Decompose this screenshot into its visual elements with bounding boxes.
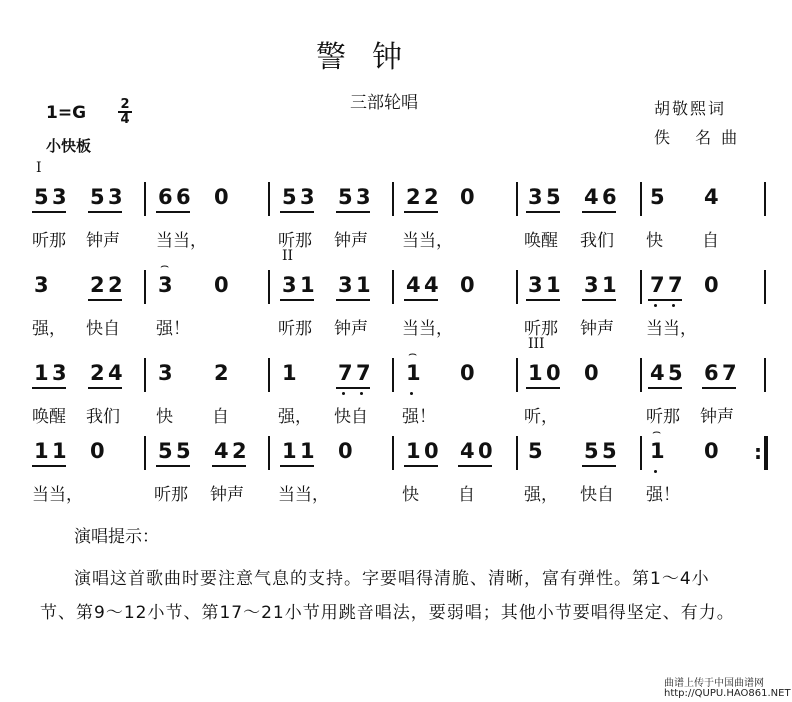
beam xyxy=(88,387,122,389)
lyric: 强， xyxy=(32,319,66,339)
note: 3 xyxy=(158,361,173,385)
part-marker-3: III xyxy=(528,336,545,352)
lyric: 听那 xyxy=(646,407,680,427)
note: 4 xyxy=(406,273,421,297)
lyric: 听， xyxy=(524,407,558,427)
lyric: 快 xyxy=(402,485,419,505)
note: 2 xyxy=(90,361,105,385)
note: 7 xyxy=(668,273,683,297)
note: 1 xyxy=(406,361,421,385)
watermark-url: http://QUPU.HAO861.NET xyxy=(664,688,791,699)
beam xyxy=(526,387,560,389)
beam xyxy=(88,299,122,301)
note: 1 xyxy=(650,439,665,463)
note: 5 xyxy=(650,185,665,209)
beam xyxy=(156,211,190,213)
barline xyxy=(144,270,146,304)
note: 6 xyxy=(704,361,719,385)
beam xyxy=(280,299,314,301)
note: 3 xyxy=(528,273,543,297)
note: 5 xyxy=(338,185,353,209)
note: 4 xyxy=(108,361,123,385)
barline xyxy=(516,436,518,470)
lyric: 快自 xyxy=(334,407,368,427)
repeat-sign: : xyxy=(754,440,762,464)
lyricist-credit: 胡敬熙词 xyxy=(654,99,727,118)
beam xyxy=(702,387,736,389)
lyric: 当当， xyxy=(646,319,697,339)
note: 1 xyxy=(300,273,315,297)
lyric: 钟声 xyxy=(334,231,368,251)
beam xyxy=(404,465,438,467)
beam xyxy=(336,211,370,213)
note: 7 xyxy=(650,273,665,297)
note: 0 xyxy=(214,185,229,209)
note: 0 xyxy=(214,273,229,297)
song-title: 警钟 xyxy=(316,40,428,75)
lyric: 听那 xyxy=(32,231,66,251)
note: 0 xyxy=(338,439,353,463)
lyric: 唤醒 xyxy=(32,407,66,427)
note: 0 xyxy=(704,439,719,463)
hint-paragraph: 演唱这首歌曲时要注意气息的支持。字要唱得清脆、清晰，富有弹性。第1～4小节、第9～12小节、第17～21小节用跳音唱法，要弱唱；其他小节要唱得坚定、有力。 xyxy=(40,569,735,623)
note: 4 xyxy=(650,361,665,385)
beam xyxy=(156,465,190,467)
part-marker-1: I xyxy=(36,160,42,176)
note: 3 xyxy=(108,185,123,209)
barline xyxy=(268,436,270,470)
note: 3 xyxy=(282,273,297,297)
note: 3 xyxy=(52,361,67,385)
barline xyxy=(640,436,642,470)
barline xyxy=(392,270,394,304)
beam xyxy=(526,211,560,213)
lyric: 快 xyxy=(156,407,173,427)
note: 5 xyxy=(158,439,173,463)
note: 1 xyxy=(528,361,543,385)
lyric: 自 xyxy=(458,485,475,505)
barline xyxy=(268,358,270,392)
note: 3 xyxy=(34,273,49,297)
fermata-icon: ⌢ xyxy=(652,424,662,440)
octave-dot xyxy=(654,304,657,307)
note: 1 xyxy=(602,273,617,297)
barline xyxy=(268,270,270,304)
note: 1 xyxy=(546,273,561,297)
beam xyxy=(648,387,682,389)
lyric: 钟声 xyxy=(86,231,120,251)
beam xyxy=(280,211,314,213)
note: 1 xyxy=(52,439,67,463)
barline xyxy=(516,270,518,304)
note: 2 xyxy=(214,361,229,385)
time-sig-top: 2 xyxy=(118,98,132,113)
note: 2 xyxy=(90,273,105,297)
lyric: 强， xyxy=(524,485,558,505)
note: 2 xyxy=(108,273,123,297)
note: 0 xyxy=(460,185,475,209)
barline xyxy=(392,436,394,470)
lyric: 钟声 xyxy=(210,485,244,505)
lyric: 快自 xyxy=(580,485,614,505)
note: 5 xyxy=(34,185,49,209)
barline xyxy=(144,182,146,216)
note: 1 xyxy=(282,361,297,385)
lyric: 钟声 xyxy=(580,319,614,339)
lyric: 我们 xyxy=(580,231,614,251)
song-subtitle: 三部轮唱 xyxy=(350,93,418,113)
lyric: 当当， xyxy=(402,319,453,339)
octave-dot xyxy=(342,392,345,395)
note: 3 xyxy=(356,185,371,209)
note: 6 xyxy=(602,185,617,209)
note: 0 xyxy=(460,273,475,297)
beam xyxy=(280,465,314,467)
note: 2 xyxy=(424,185,439,209)
barline xyxy=(144,358,146,392)
note: 5 xyxy=(90,185,105,209)
lyric: 自 xyxy=(212,407,229,427)
key-signature: 1=G xyxy=(46,103,87,123)
note: 4 xyxy=(214,439,229,463)
beam xyxy=(404,211,438,213)
lyric: 强， xyxy=(278,407,312,427)
barline xyxy=(764,358,766,392)
note: 0 xyxy=(584,361,599,385)
note: 3 xyxy=(338,273,353,297)
note: 5 xyxy=(528,439,543,463)
barline xyxy=(640,270,642,304)
note: 7 xyxy=(356,361,371,385)
lyric: 我们 xyxy=(86,407,120,427)
lyric: 听那 xyxy=(524,319,558,339)
hint-heading: 演唱提示： xyxy=(74,527,159,547)
note: 1 xyxy=(34,439,49,463)
note: 0 xyxy=(90,439,105,463)
note: 1 xyxy=(300,439,315,463)
lyric: 强！ xyxy=(156,319,190,339)
barline xyxy=(144,436,146,470)
time-sig-bottom: 4 xyxy=(120,112,130,127)
barline xyxy=(392,182,394,216)
note: 1 xyxy=(34,361,49,385)
lyric: 听那 xyxy=(154,485,188,505)
note: 5 xyxy=(176,439,191,463)
beam xyxy=(32,211,66,213)
note: 1 xyxy=(282,439,297,463)
barline xyxy=(764,436,768,470)
lyric: 钟声 xyxy=(700,407,734,427)
beam xyxy=(582,299,616,301)
note: 3 xyxy=(300,185,315,209)
beam xyxy=(336,299,370,301)
beam xyxy=(32,387,66,389)
note: 0 xyxy=(478,439,493,463)
score-row-4 xyxy=(32,424,768,526)
lyric: 听那 xyxy=(278,231,312,251)
lyric: 当当， xyxy=(156,231,207,251)
note: 7 xyxy=(338,361,353,385)
lyric: 当当， xyxy=(278,485,329,505)
note: 6 xyxy=(158,185,173,209)
lyric: 自 xyxy=(702,231,719,251)
beam xyxy=(88,211,122,213)
note: 0 xyxy=(704,273,719,297)
barline xyxy=(268,182,270,216)
barline xyxy=(392,358,394,392)
lyric: 快自 xyxy=(86,319,120,339)
barline xyxy=(764,270,766,304)
note: 3 xyxy=(158,273,173,297)
score-row-1 xyxy=(32,182,768,272)
barline xyxy=(640,358,642,392)
fermata-icon: ⌢ xyxy=(408,346,418,362)
note: 2 xyxy=(406,185,421,209)
score-row-2 xyxy=(32,258,768,360)
note: 3 xyxy=(528,185,543,209)
tempo-marking: 小快板 xyxy=(46,137,92,155)
octave-dot xyxy=(654,470,657,473)
beam xyxy=(336,387,370,389)
note: 5 xyxy=(602,439,617,463)
watermark-text: 曲谱上传于中国曲谱网 xyxy=(664,678,764,689)
lyric: 强！ xyxy=(646,485,680,505)
lyric: 听那 xyxy=(278,319,312,339)
note: 1 xyxy=(356,273,371,297)
beam xyxy=(526,299,560,301)
barline xyxy=(764,182,766,216)
beam xyxy=(648,299,682,301)
beam xyxy=(404,299,438,301)
note: 5 xyxy=(668,361,683,385)
lyric: 快 xyxy=(646,231,663,251)
beam xyxy=(212,465,246,467)
lyric: 钟声 xyxy=(334,319,368,339)
note: 4 xyxy=(704,185,719,209)
note: 4 xyxy=(584,185,599,209)
barline xyxy=(516,182,518,216)
note: 4 xyxy=(424,273,439,297)
lyric: 强！ xyxy=(402,407,436,427)
beam xyxy=(458,465,492,467)
note: 5 xyxy=(282,185,297,209)
note: 5 xyxy=(584,439,599,463)
note: 0 xyxy=(546,361,561,385)
lyric: 当当， xyxy=(402,231,453,251)
lyric: 唤醒 xyxy=(524,231,558,251)
time-signature xyxy=(118,98,132,126)
barline xyxy=(516,358,518,392)
note: 7 xyxy=(722,361,737,385)
lyric: 当当， xyxy=(32,485,83,505)
note: 1 xyxy=(406,439,421,463)
note: 3 xyxy=(52,185,67,209)
beam xyxy=(582,211,616,213)
octave-dot xyxy=(410,392,413,395)
note: 0 xyxy=(460,361,475,385)
note: 5 xyxy=(546,185,561,209)
note: 0 xyxy=(424,439,439,463)
note: 6 xyxy=(176,185,191,209)
octave-dot xyxy=(360,392,363,395)
beam xyxy=(582,465,616,467)
note: 2 xyxy=(232,439,247,463)
barline xyxy=(640,182,642,216)
beam xyxy=(32,465,66,467)
note: 3 xyxy=(584,273,599,297)
composer-credit: 佚 名曲 xyxy=(654,128,748,147)
note: 4 xyxy=(460,439,475,463)
fermata-icon: ⌢ xyxy=(160,258,170,274)
part-marker-2: II xyxy=(282,248,294,264)
octave-dot xyxy=(672,304,675,307)
